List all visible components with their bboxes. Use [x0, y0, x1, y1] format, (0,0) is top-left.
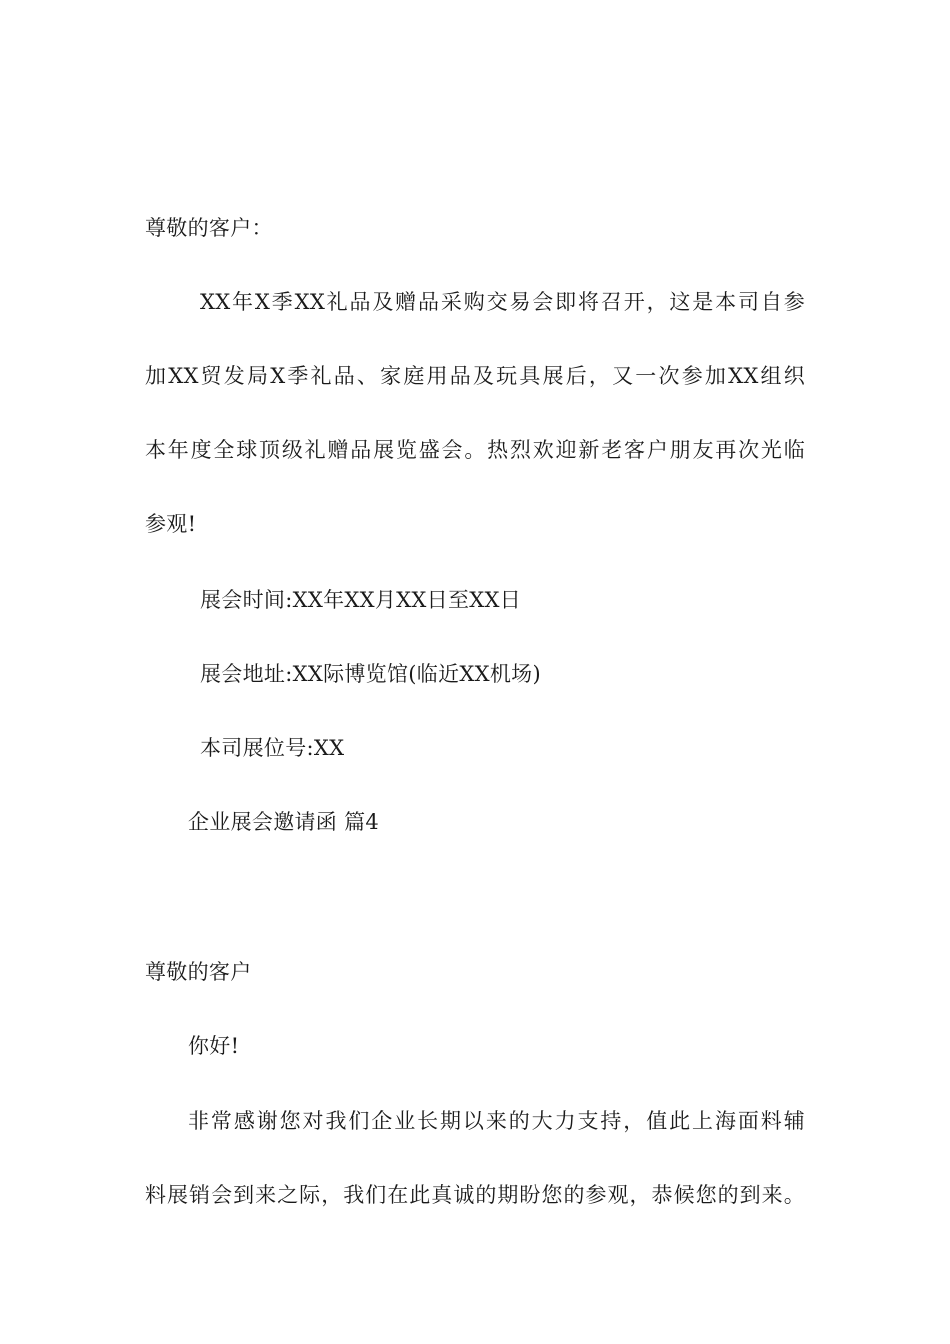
letter1-greeting: 尊敬的客户：	[145, 216, 273, 240]
letter2-body-line-2: 料展销会到来之际，我们在此真诚的期盼您的参观，恭候您的到来。	[145, 1183, 805, 1207]
section-title: 企业展会邀请函 篇4	[188, 810, 380, 834]
letter1-body-line-3: 本年度全球顶级礼赠品展览盛会。热烈欢迎新老客户朋友再次光临	[145, 438, 805, 462]
letter1-body-line-4: 参观!	[145, 512, 197, 536]
booth-number: 本司展位号:XX	[200, 736, 345, 760]
letter2-hello: 你好!	[188, 1034, 240, 1058]
exhibition-time: 展会时间:XX年XX月XX日至XX日	[200, 588, 522, 612]
letter1-body-line-1: XX年X季XX礼品及赠品采购交易会即将召开，这是本司自参	[200, 290, 805, 314]
letter2-greeting: 尊敬的客户	[145, 960, 252, 984]
letter2-body-line-1: 非常感谢您对我们企业长期以来的大力支持，值此上海面料辅	[188, 1109, 805, 1133]
letter1-body-line-2: 加XX贸发局X季礼品、家庭用品及玩具展后，又一次参加XX组织	[145, 364, 805, 388]
exhibition-address: 展会地址:XX际博览馆(临近XX机场)	[200, 662, 541, 686]
